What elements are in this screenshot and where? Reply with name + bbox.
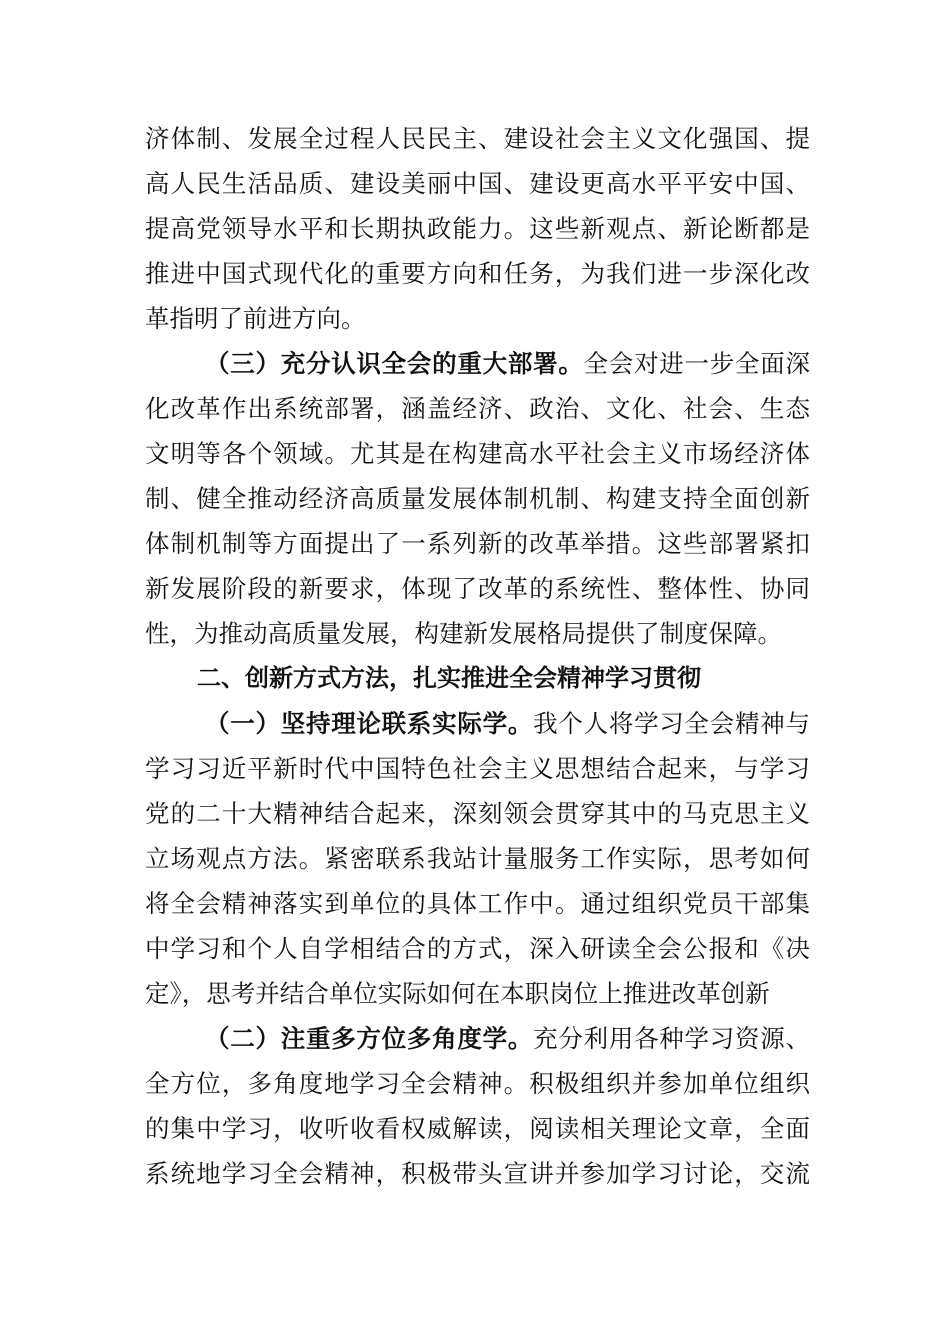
subheading-text: （一）坚持理论联系实际学。 (205, 709, 534, 738)
text-line: 化改革作出系统部署，涵盖经济、政治、文化、社会、生态 (145, 394, 810, 423)
subheading-text: （三）充分认识全会的重大部署。 (205, 349, 584, 378)
text-line: 体制机制等方面提出了一系列新的改革举措。这些部署紧扣 (145, 529, 810, 558)
text-line: 将全会精神落实到单位的具体工作中。通过组织党员干部集 (145, 889, 810, 918)
text-line: 中学习和个人自学相结合的方式，深入研读全会公报和《决 (145, 934, 810, 963)
paragraph-lead-line (145, 701, 810, 746)
paragraph-section-1 (145, 701, 810, 1016)
paragraph-continuation (145, 116, 810, 341)
text-line: 定》，思考并结合单位实际如何在本职岗位上推进改革创新 (145, 979, 770, 1008)
lead-text: 充分利用各种学习资源、 (533, 1024, 810, 1053)
text-line: 的集中学习，收听收看权威解读，阅读相关理论文章，全面 (145, 1114, 810, 1143)
text-line: 全方位，多角度地学习全会精神。积极组织并参加单位组织 (145, 1069, 810, 1098)
lead-text: 全会对进一步全面深 (583, 349, 810, 378)
text-line: 系统地学习全会精神，积极带头宣讲并参加学习讨论，交流 (145, 1159, 810, 1188)
text-line: 济体制、发展全过程人民民主、建设社会主义文化强国、提 (145, 124, 810, 153)
paragraph-lead-line (145, 1016, 810, 1061)
section-heading: 二、创新方式方法，扎实推进全会精神学习贯彻 (197, 664, 701, 692)
text-line: 新发展阶段的新要求，体现了改革的系统性、整体性、协同 (145, 574, 810, 603)
text-line: 党的二十大精神结合起来，深刻领会贯穿其中的马克思主义 (145, 799, 810, 828)
subheading-text: （二）注重多方位多角度学。 (205, 1024, 534, 1053)
document-body (145, 116, 810, 1196)
text-line: 高人民生活品质、建设美丽中国、建设更高水平平安中国、 (145, 169, 810, 198)
text-line: 制、健全推动经济高质量发展体制机制、构建支持全面创新 (145, 484, 810, 513)
paragraph-section-2 (145, 1016, 810, 1196)
text-line: 提高党领导水平和长期执政能力。这些新观点、新论断都是 (145, 214, 810, 243)
paragraph-lead-line (145, 341, 810, 386)
paragraph-section-3 (145, 341, 810, 656)
text-line: 学习习近平新时代中国特色社会主义思想结合起来，与学习 (145, 754, 810, 783)
lead-text: 我个人将学习全会精神与 (533, 709, 810, 738)
text-line: 革指明了前进方向。 (145, 304, 366, 333)
text-line: 文明等各个领域。尤其是在构建高水平社会主义市场经济体 (145, 439, 810, 468)
text-line: 推进中国式现代化的重要方向和任务，为我们进一步深化改 (145, 259, 810, 288)
text-line: 立场观点方法。紧密联系我站计量服务工作实际，思考如何 (145, 844, 810, 873)
text-line: 性，为推动高质量发展，构建新发展格局提供了制度保障。 (145, 619, 782, 648)
